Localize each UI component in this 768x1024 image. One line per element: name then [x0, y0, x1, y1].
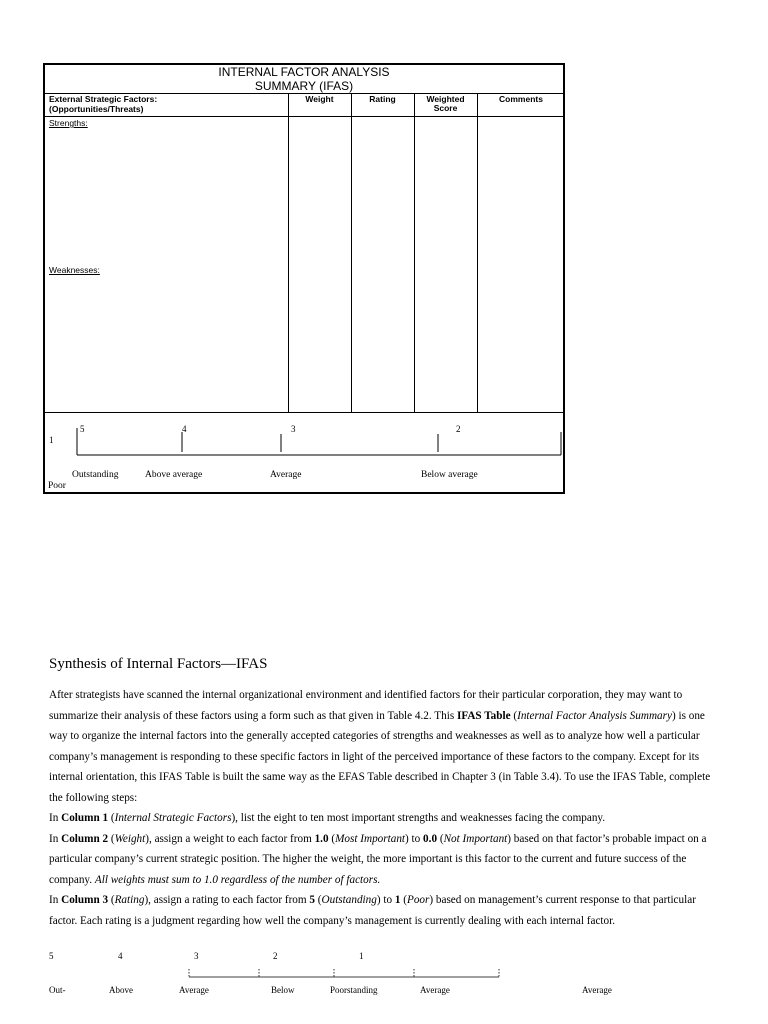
bottom-label-average-2: Average: [420, 985, 450, 995]
header-bottom-rule: [45, 116, 563, 117]
scale-number-2: 2: [456, 424, 461, 434]
bottom-scale-number-5: 5: [49, 951, 54, 961]
header-comments: Comments: [499, 94, 543, 104]
header-weighted-score: Weighted Score: [426, 94, 465, 113]
column-divider: [288, 93, 289, 413]
scale-label-outstanding: Outstanding: [72, 470, 119, 480]
bottom-label-average-1: Average: [179, 985, 209, 995]
column-1-step: In Column 1 (Internal Strategic Factors), list the eight to ten most important strengths and weaknesses facing the company.: [49, 812, 606, 824]
rating-scale-line: [45, 420, 563, 460]
column-divider: [351, 93, 352, 413]
bottom-label-below: Below: [271, 985, 295, 995]
table-title-line1: INTERNAL FACTOR ANALYSIS: [218, 65, 390, 79]
header-weight: Weight: [305, 94, 334, 104]
section-heading: Synthesis of Internal Factors—IFAS: [49, 656, 268, 672]
bottom-label-poorstanding: Poorstanding: [330, 985, 378, 995]
column-divider: [477, 93, 478, 413]
bottom-scale-number-1: 1: [359, 951, 364, 961]
scale-label-poor: Poor: [48, 481, 66, 491]
column-divider: [414, 93, 415, 413]
table-title-line2: SUMMARY (IFAS): [254, 79, 354, 93]
header-factors: External Strategic Factors: (Opportunities/Threats): [49, 94, 158, 114]
scale-number-4: 4: [182, 424, 187, 434]
column-3-step: In Column 3 (Rating), assign a rating to each factor from 5 (Outstanding) to 1 (Poor) based on management’s current response to that particular factor. Each rating is a judgment regarding how well the company’s management is currently dealing with each internal factor.: [49, 894, 696, 927]
weaknesses-label: Weaknesses:: [49, 265, 100, 275]
bottom-label-above: Above: [109, 985, 133, 995]
scale-number-1: 1: [49, 435, 54, 445]
bottom-scale-number-3: 3: [194, 951, 199, 961]
scale-top-rule: [45, 412, 563, 413]
bottom-scale-number-4: 4: [118, 951, 123, 961]
scale-label-above-average: Above average: [145, 470, 203, 480]
column-2-step: In Column 2 (Weight), assign a weight to each factor from 1.0 (Most Important) to 0.0 (Not Important) based on that factor’s probable impact on a particular company’s current strategic position. The higher the weight, the more important is this factor to the current and future success of the company. All weights must sum to 1.0 regardless of the number of factors.: [49, 832, 707, 886]
strengths-label: Strengths:: [49, 118, 88, 128]
scale-label-below-average: Below average: [421, 470, 478, 480]
intro-paragraph: After strategists have scanned the internal organizational environment and identified factors for their particular corporation, they may want to summarize their analysis of these factors using a form such as that given in Table 4.2. This IFAS Table (Internal Factor Analysis Summary) is one way to organize the internal factors into the generally accepted categories of strengths and weaknesses as well as to analyze how well a particular company’s management is responding to these specific factors in light of the perceived importance of these factors to the company. Except for its internal orientation, this IFAS Table is built the same way as the EFAS Table described in Chapter 3 (in Table 3.4). To use the IFAS Table, complete the following steps:: [49, 689, 711, 804]
header-rating: Rating: [369, 94, 396, 104]
bottom-scale-number-2: 2: [273, 951, 278, 961]
ifas-table: [43, 63, 565, 494]
scale-label-average: Average: [270, 470, 302, 480]
bottom-rating-scale-line: [185, 966, 505, 982]
scale-number-3: 3: [291, 424, 296, 434]
bottom-label-out: Out-: [49, 985, 66, 995]
body-text: [49, 685, 721, 931]
scale-number-5: 5: [80, 424, 85, 434]
bottom-label-average-3: Average: [582, 985, 612, 995]
